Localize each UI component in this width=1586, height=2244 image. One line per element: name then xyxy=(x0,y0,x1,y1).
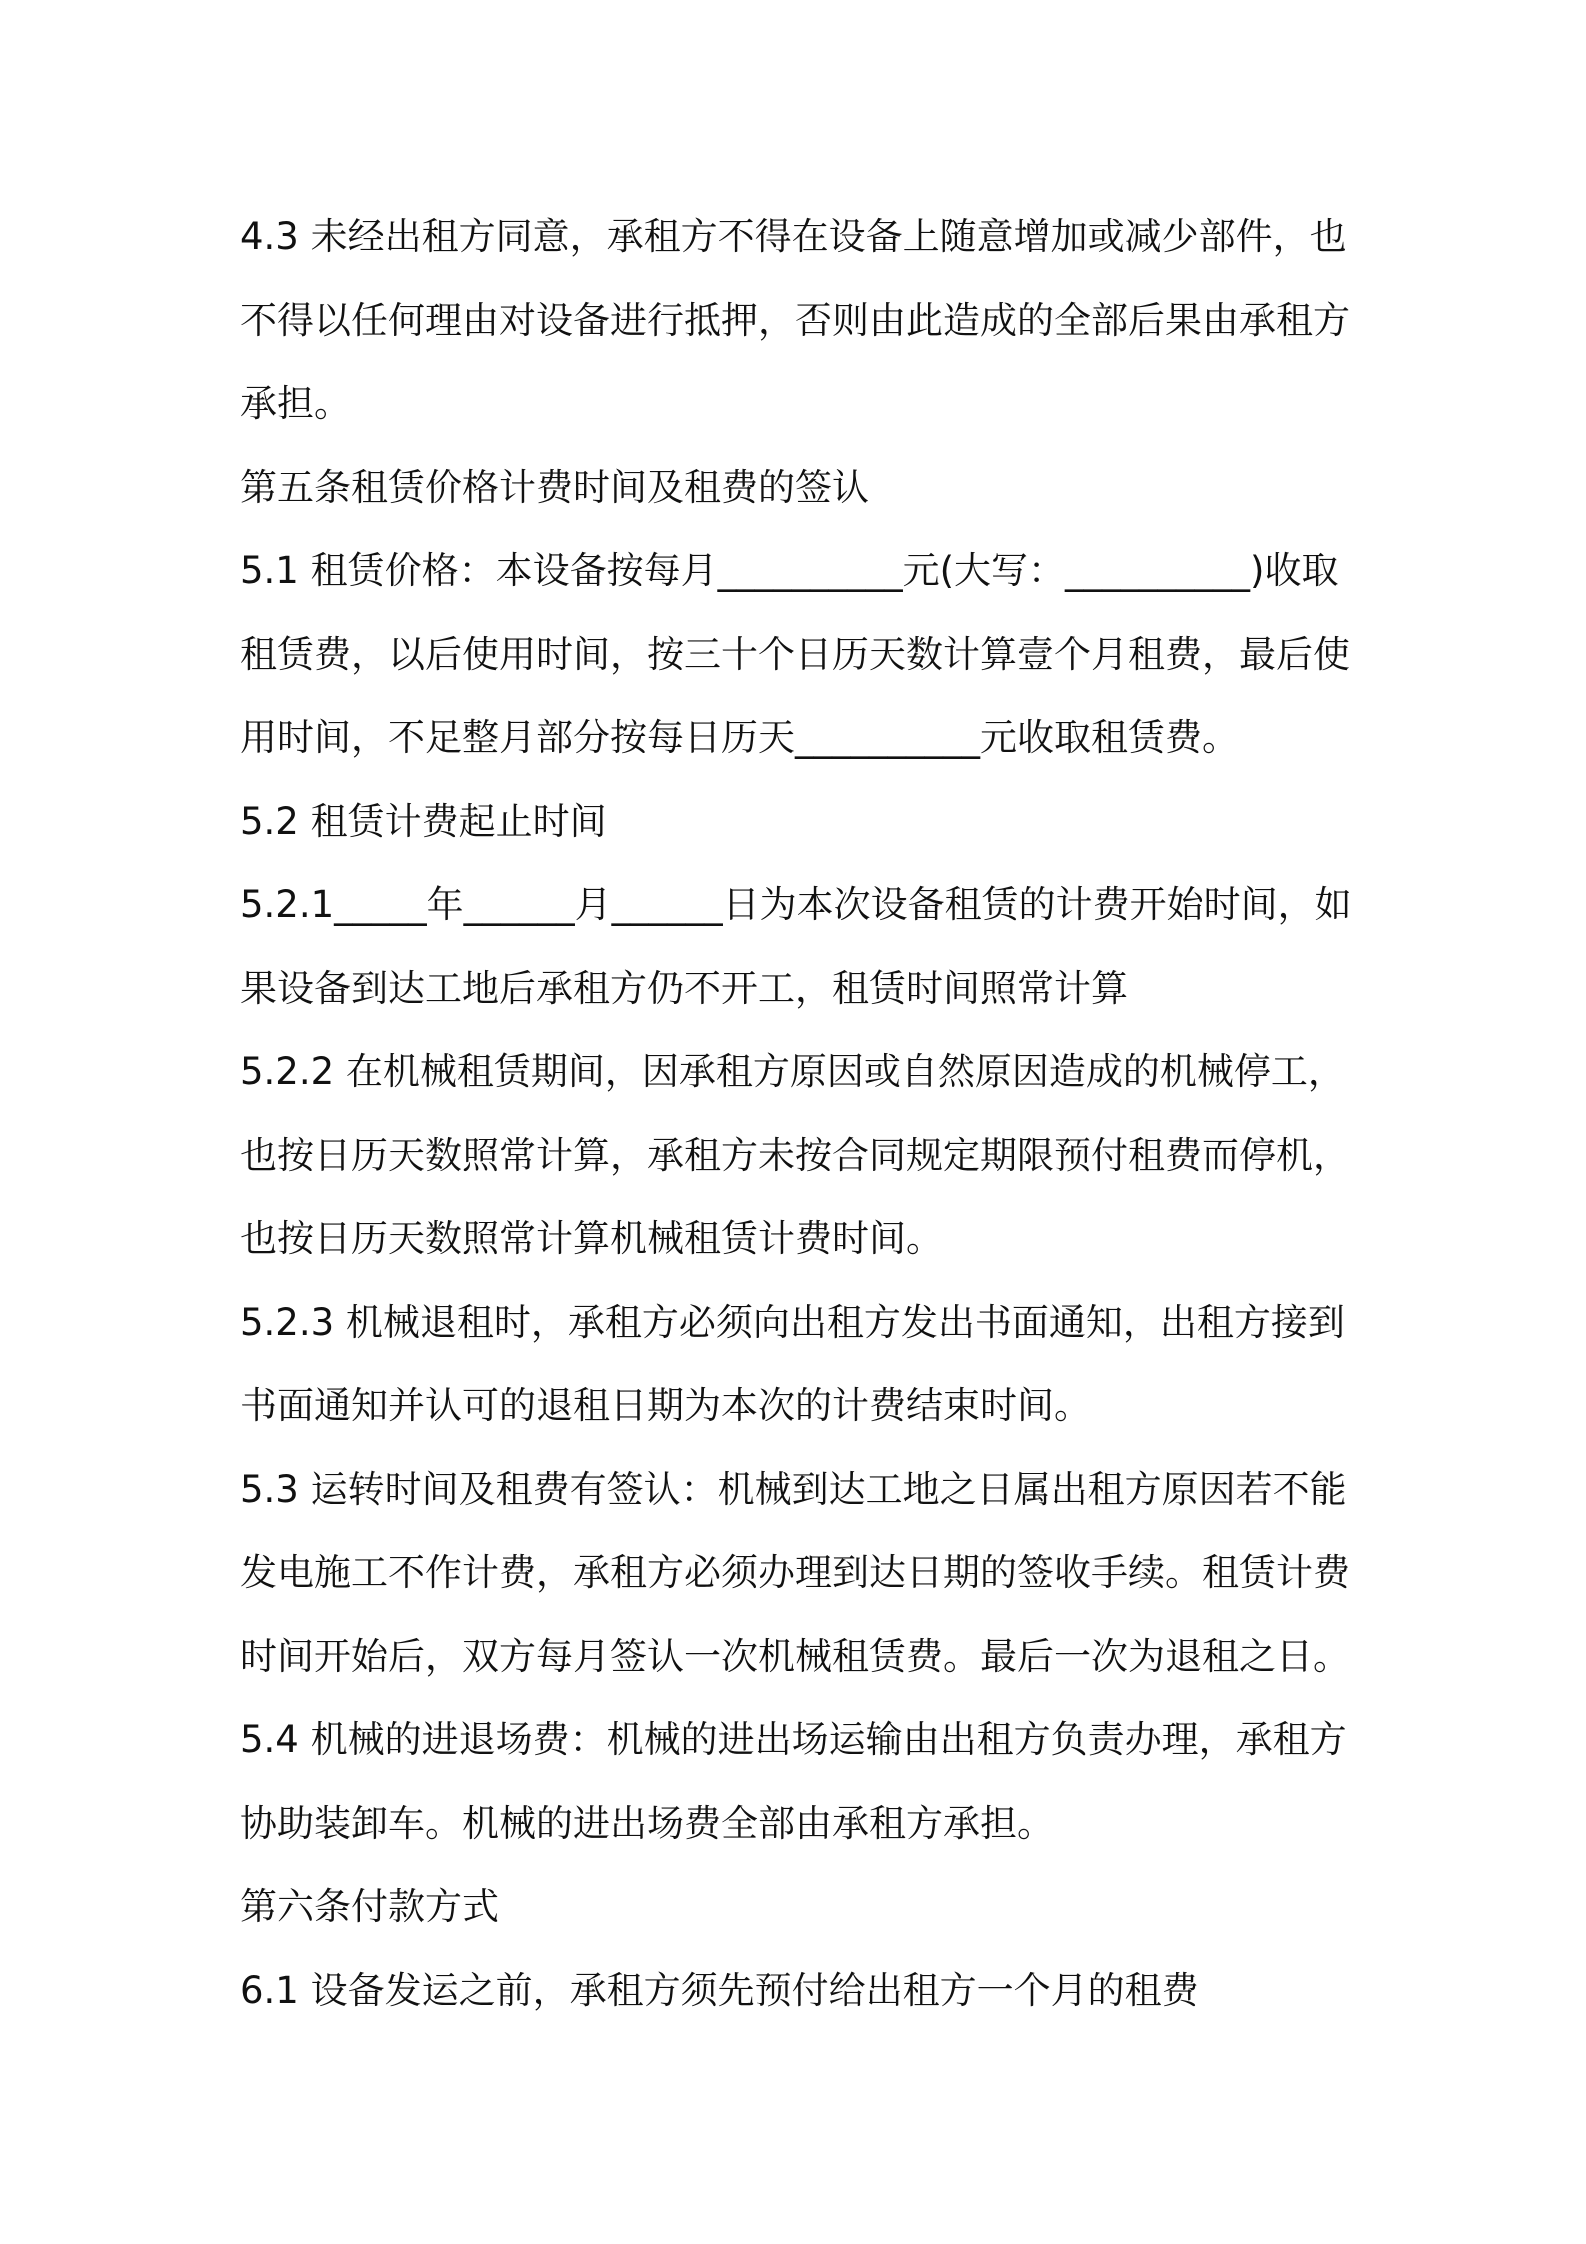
clause-5-4: 5.4 机械的进退场费：机械的进出场运输由出租方负责办理，承租方协助装卸车。机械的进出场费全部由承租方承担。 xyxy=(240,1718,1347,1845)
clause-5-2-1: 5.2.1_____年______月______日为本次设备租赁的计费开始时间，如果设备到达工地后承租方仍不开工，租赁时间照常计算 xyxy=(240,883,1352,1010)
clause-5-2: 5.2 租赁计费起止时间 xyxy=(240,799,607,843)
clause-5-2-3: 5.2.3 机械退租时，承租方必须向出租方发出书面通知，出租方接到书面通知并认可的退租日期为本次的计费结束时间。 xyxy=(240,1300,1345,1427)
clause-5-2-2: 5.2.2 在机械租赁期间，因承租方原因或自然原因造成的机械停工，也按日历天数照常计算，承租方未按合同规定期限预付租费而停机，也按日历天数照常计算机械租赁计费时间。 xyxy=(240,1050,1350,1260)
article-5-heading: 第五条租赁价格计费时间及租费的签认 xyxy=(240,465,869,509)
clause-4-3: 4.3 未经出租方同意，承租方不得在设备上随意增加或减少部件，也不得以任何理由对设备进行抵押，否则由此造成的全部后果由承租方承担。 xyxy=(240,215,1350,425)
clause-5-1: 5.1 租赁价格：本设备按每月__________元(大写：__________)收取租赁费，以后使用时间，按三十个日历天数计算壹个月租费，最后使用时间，不足整月部分按每日历天__________元收取租赁费。 xyxy=(240,549,1350,759)
clause-5-3: 5.3 运转时间及租费有签认：机械到达工地之日属出租方原因若不能发电施工不作计费，承租方必须办理到达日期的签收手续。租赁计费时间开始后，双方每月签认一次机械租赁费。最后一次为退租之日。 xyxy=(240,1467,1350,1678)
article-6-heading: 第六条付款方式 xyxy=(240,1885,499,1928)
clause-6-1: 6.1 设备发运之前，承租方须先预付给出租方一个月的租费 xyxy=(240,1968,1199,2012)
document-body xyxy=(240,195,1360,2032)
